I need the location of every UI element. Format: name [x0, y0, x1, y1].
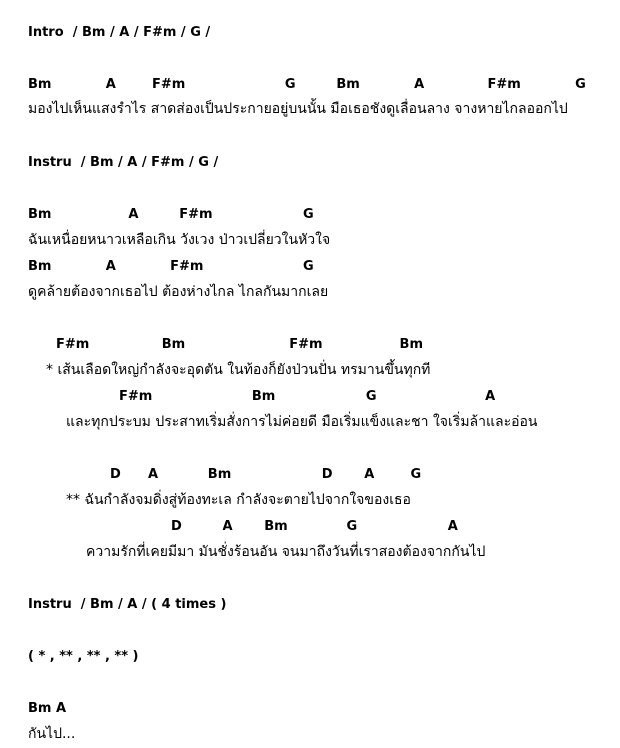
pre-chorus-lyric-2: และทุกประบม ประสาทเริ่มสั่งการไม่ค่อยดี มือเริ่มแข็งและชา ใจเริ่มล้าและอ่อน [66, 414, 538, 430]
chorus-chord-line-2: D A Bm G A [171, 519, 458, 534]
verse2-chord-line-2: Bm A F#m G [28, 259, 314, 274]
verse2-lyric-2: ดูคล้ายต้องจากเธอไป ต้องห่างไกล ไกลกันมากเลย [28, 284, 329, 300]
chorus-chord-line-1: D A Bm D A G [110, 467, 422, 482]
verse1-lyric: มองไปเห็นแสงรำไร สาดส่องเป็นประกายอยู่บนนั้น มือเธอชังดูเลื่อนลาง จางหายไกลออกไป [28, 101, 568, 117]
verse2-lyric-1: ฉันเหนื่อยหนาวเหลือเกิน วังเวง ป่าวเปลี่ยวในหัวใจ [28, 232, 331, 248]
chorus-lyric-2: ความรักที่เคยมีมา มันชั่งร้อนอัน จนมาถึงวันที่เราสองต้องจากกันไป [86, 544, 486, 560]
instru1-chords: Instru / Bm / A / F#m / G / [28, 155, 219, 170]
pre-chorus-chord-line-2: F#m Bm G A [119, 389, 496, 404]
repeat-instruction: ( * , ** , ** , ** ) [28, 649, 139, 664]
instru2-chords: Instru / Bm / A / ( 4 times ) [28, 597, 227, 612]
chorus-lyric-1: ** ฉันกำลังจมดิ่งสู่ท้องทะเล กำลังจะตายไปจากใจของเธอ [66, 492, 411, 508]
ending-chord-line: Bm A [28, 701, 67, 716]
intro-chords: Intro / Bm / A / F#m / G / [28, 25, 211, 40]
pre-chorus-chord-line-1: F#m Bm F#m Bm [56, 337, 423, 352]
verse1-chord-line: Bm A F#m G Bm A F#m G [28, 77, 586, 92]
verse2-chord-line-1: Bm A F#m G [28, 207, 314, 222]
pre-chorus-lyric-1: * เส้นเลือดใหญ่กำลังจะอุดตัน ในท้องก็ยังป่วนปั่น ทรมานขึ้นทุกที [46, 362, 431, 378]
ending-lyric: กันไป... [28, 726, 76, 742]
